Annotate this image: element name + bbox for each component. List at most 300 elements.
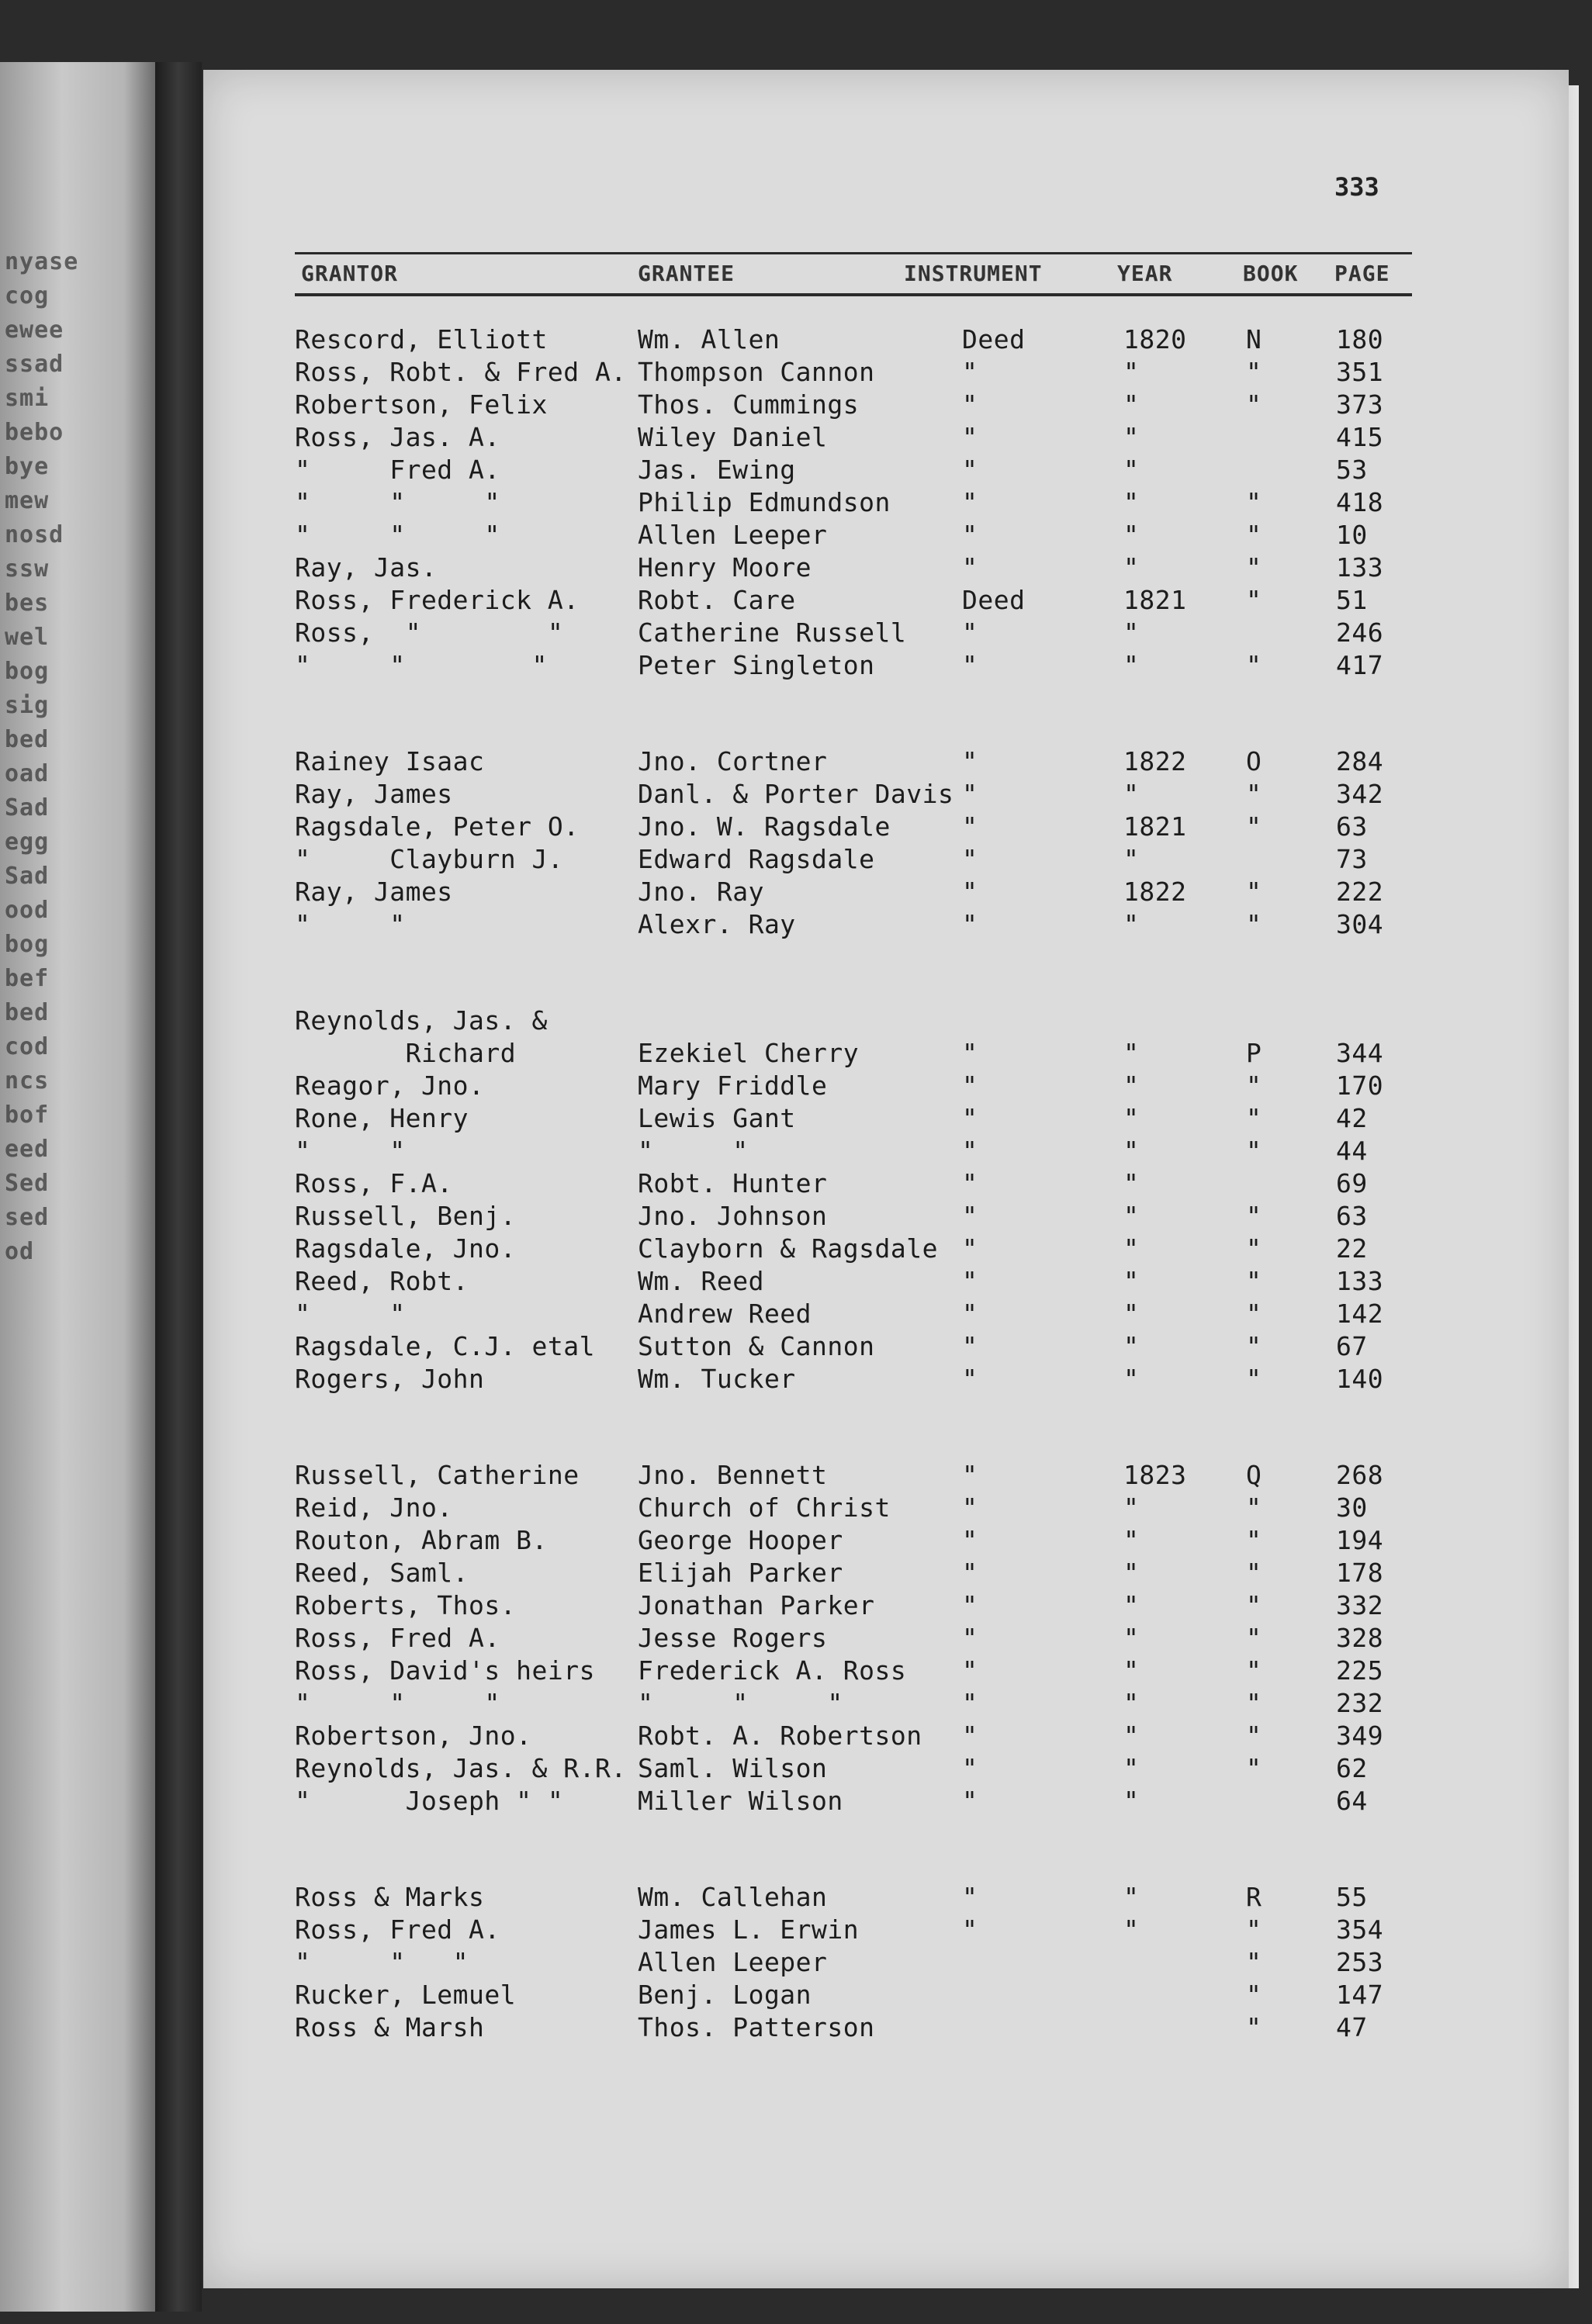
table-row [0, 1299, 1592, 1330]
cell-grantor: Ross, Jas. A. [295, 422, 500, 452]
cell-year: " [1123, 1266, 1140, 1296]
cell-year: " [1123, 1299, 1140, 1329]
cell-grantee: Allen Leeper [638, 1947, 828, 1977]
table-row [0, 1721, 1592, 1752]
cell-year: " [1123, 1753, 1140, 1783]
cell-page: 304 [1336, 909, 1384, 939]
cell-year: " [1123, 650, 1140, 680]
cell-year: 1822 [1123, 877, 1187, 907]
cell-book: " [1246, 1753, 1262, 1783]
cell-year: " [1123, 1070, 1140, 1101]
header-instrument: INSTRUMENT [904, 261, 1043, 286]
table-row [0, 324, 1592, 355]
cell-year: " [1123, 1525, 1140, 1555]
header-grantor: GRANTOR [301, 261, 399, 286]
cell-grantee: Sutton & Cannon [638, 1331, 875, 1361]
cell-instrument: " [962, 1558, 978, 1588]
cell-grantor: Reid, Jno. [295, 1492, 453, 1523]
cell-grantee: Robt. A. Robertson [638, 1721, 922, 1751]
cell-instrument: " [962, 552, 978, 583]
cell-year: " [1123, 1103, 1140, 1133]
cell-instrument: " [962, 1038, 978, 1068]
cell-page: 342 [1336, 779, 1384, 809]
cell-page: 178 [1336, 1558, 1384, 1588]
facing-page-text: bof [5, 1101, 50, 1129]
cell-grantor: " " [295, 1299, 406, 1329]
table-row [0, 389, 1592, 420]
cell-page: 42 [1336, 1103, 1368, 1133]
cell-instrument: " [962, 1233, 978, 1264]
cell-grantor: Ray, James [295, 779, 453, 809]
cell-page: 55 [1336, 1882, 1368, 1912]
cell-instrument: " [962, 1786, 978, 1816]
cell-year: " [1123, 844, 1140, 874]
table-row [0, 1947, 1592, 1978]
table-row [0, 1655, 1592, 1686]
table-row [0, 779, 1592, 810]
cell-grantor: Rucker, Lemuel [295, 1980, 517, 2010]
cell-instrument: " [962, 1364, 978, 1394]
cell-page: 418 [1336, 487, 1384, 517]
facing-page-text: cog [5, 282, 50, 310]
table-row [0, 1201, 1592, 1232]
table-row [0, 1492, 1592, 1523]
table-row [0, 552, 1592, 583]
table-row [0, 422, 1592, 453]
cell-grantee: Wm. Reed [638, 1266, 764, 1296]
facing-page-text: bebo [5, 419, 64, 446]
cell-grantee: Ezekiel Cherry [638, 1038, 860, 1068]
cell-grantee: Jno. Cortner [638, 746, 828, 776]
cell-page: 10 [1336, 520, 1368, 550]
table-row [0, 2012, 1592, 2043]
table-row [0, 1460, 1592, 1491]
cell-instrument: " [962, 844, 978, 874]
cell-instrument: " [962, 487, 978, 517]
facing-page-text: bye [5, 453, 50, 480]
cell-page: 62 [1336, 1753, 1368, 1783]
cell-grantor: Rescord, Elliott [295, 324, 548, 354]
cell-grantee: " " " [638, 1688, 843, 1718]
cell-grantee: Jas. Ewing [638, 455, 796, 485]
cell-instrument: " [962, 1460, 978, 1490]
cell-page: 344 [1336, 1038, 1384, 1068]
cell-grantor: Ray, Jas. [295, 552, 438, 583]
cell-grantor: Roberts, Thos. [295, 1590, 517, 1620]
cell-year: " [1123, 1233, 1140, 1264]
facing-page-text: ood [5, 897, 50, 924]
cell-book: " [1246, 1492, 1262, 1523]
cell-instrument: " [962, 1299, 978, 1329]
cell-instrument: " [962, 1590, 978, 1620]
cell-instrument: " [962, 1753, 978, 1783]
cell-grantor: Rainey Isaac [295, 746, 485, 776]
cell-grantee: Wm. Callehan [638, 1882, 828, 1912]
facing-page-text: od [5, 1238, 35, 1265]
cell-grantor: Ragsdale, Peter O. [295, 811, 580, 842]
cell-grantor: " " " [295, 487, 500, 517]
cell-year: " [1123, 1136, 1140, 1166]
cell-page: 44 [1336, 1136, 1368, 1166]
table-row [0, 1233, 1592, 1264]
cell-year: " [1123, 1623, 1140, 1653]
cell-page: 67 [1336, 1331, 1368, 1361]
cell-instrument: " [962, 1070, 978, 1101]
cell-year: " [1123, 389, 1140, 420]
cell-page: 140 [1336, 1364, 1384, 1394]
cell-page: 142 [1336, 1299, 1384, 1329]
cell-page: 253 [1336, 1947, 1384, 1977]
cell-book: " [1246, 1655, 1262, 1686]
table-row [0, 1103, 1592, 1134]
cell-book: " [1246, 552, 1262, 583]
table-row [0, 1882, 1592, 1913]
header-page: PAGE [1334, 261, 1390, 286]
table-row [0, 1914, 1592, 1945]
cell-book: " [1246, 1266, 1262, 1296]
cell-page: 417 [1336, 650, 1384, 680]
cell-book: " [1246, 1233, 1262, 1264]
cell-grantee: Frederick A. Ross [638, 1655, 907, 1686]
facing-page-text: ssw [5, 555, 50, 583]
cell-grantee: Henry Moore [638, 552, 812, 583]
cell-grantor: Reynolds, Jas. & [295, 1005, 548, 1036]
cell-book: " [1246, 487, 1262, 517]
facing-page-text: bes [5, 590, 50, 617]
table-row [0, 487, 1592, 518]
cell-book: " [1246, 1590, 1262, 1620]
facing-page-text: Sad [5, 863, 50, 890]
table-row [0, 1980, 1592, 2011]
cell-grantor: " " [295, 1136, 406, 1166]
cell-grantor: " " [295, 909, 406, 939]
cell-instrument: " [962, 1914, 978, 1945]
cell-book: " [1246, 520, 1262, 550]
facing-page-text: bef [5, 965, 50, 992]
cell-grantee: Allen Leeper [638, 520, 828, 550]
cell-year: " [1123, 520, 1140, 550]
table-row [0, 585, 1592, 616]
cell-page: 232 [1336, 1688, 1384, 1718]
cell-instrument: " [962, 520, 978, 550]
cell-grantee: Mary Friddle [638, 1070, 828, 1101]
cell-book: " [1246, 1136, 1262, 1166]
cell-page: 69 [1336, 1168, 1368, 1198]
cell-instrument: " [962, 779, 978, 809]
table-row [0, 1168, 1592, 1199]
table-row [0, 1623, 1592, 1654]
cell-book: Q [1246, 1460, 1262, 1490]
cell-page: 133 [1336, 1266, 1384, 1296]
cell-grantor: Rone, Henry [295, 1103, 469, 1133]
cell-grantor: Reynolds, Jas. & R.R. [295, 1753, 627, 1783]
cell-grantee: Miller Wilson [638, 1786, 843, 1816]
cell-grantor: " " " [295, 650, 548, 680]
table-row [0, 1753, 1592, 1784]
cell-year: " [1123, 1786, 1140, 1816]
table-row [0, 617, 1592, 648]
cell-instrument: " [962, 422, 978, 452]
table-row [0, 1590, 1592, 1621]
table-row [0, 811, 1592, 842]
cell-grantee: Thos. Patterson [638, 2012, 875, 2042]
facing-page-text: smi [5, 385, 50, 412]
cell-year: " [1123, 1655, 1140, 1686]
table-row [0, 1038, 1592, 1069]
cell-grantor: " " " [295, 1688, 500, 1718]
cell-book: " [1246, 1980, 1262, 2010]
facing-page-text: oad [5, 760, 50, 787]
cell-instrument: " [962, 1882, 978, 1912]
cell-page: 222 [1336, 877, 1384, 907]
cell-book: " [1246, 1947, 1262, 1977]
cell-instrument: " [962, 1103, 978, 1133]
cell-year: " [1123, 1331, 1140, 1361]
facing-page-text: ncs [5, 1067, 50, 1095]
cell-year: " [1123, 1882, 1140, 1912]
cell-book: " [1246, 1364, 1262, 1394]
cell-grantor: Ross, F.A. [295, 1168, 453, 1198]
facing-page-text: bog [5, 931, 50, 958]
facing-page-text: mew [5, 487, 50, 514]
cell-book: " [1246, 650, 1262, 680]
cell-year: " [1123, 617, 1140, 648]
cell-grantor: " Joseph " " [295, 1786, 564, 1816]
cell-instrument: " [962, 1525, 978, 1555]
facing-page-text: nyase [5, 248, 79, 275]
cell-book: " [1246, 357, 1262, 387]
cell-grantor: Ross, David's heirs [295, 1655, 595, 1686]
cell-page: 246 [1336, 617, 1384, 648]
cell-grantee: Lewis Gant [638, 1103, 796, 1133]
facing-page-text: eed [5, 1136, 50, 1163]
facing-page-text: ssad [5, 351, 64, 378]
cell-instrument: " [962, 617, 978, 648]
cell-grantee: Church of Christ [638, 1492, 891, 1523]
cell-year: " [1123, 1364, 1140, 1394]
table-row [0, 1136, 1592, 1167]
facing-page-text: egg [5, 828, 50, 856]
cell-page: 225 [1336, 1655, 1384, 1686]
cell-grantee: Jno. Ray [638, 877, 764, 907]
cell-book: " [1246, 1070, 1262, 1101]
cell-page: 53 [1336, 455, 1368, 485]
cell-book: P [1246, 1038, 1262, 1068]
cell-book: R [1246, 1882, 1262, 1912]
cell-year: " [1123, 1201, 1140, 1231]
cell-year: " [1123, 1721, 1140, 1751]
cell-grantee: Philip Edmundson [638, 487, 891, 517]
cell-instrument: " [962, 357, 978, 387]
cell-grantee: Clayborn & Ragsdale [638, 1233, 938, 1264]
cell-instrument: " [962, 455, 978, 485]
table-header [295, 252, 1412, 296]
cell-year: " [1123, 1558, 1140, 1588]
cell-book: " [1246, 1201, 1262, 1231]
cell-grantor: Ray, James [295, 877, 453, 907]
cell-book: O [1246, 746, 1262, 776]
cell-year: " [1123, 552, 1140, 583]
cell-grantee: Benj. Logan [638, 1980, 812, 2010]
facing-page-text: Sed [5, 1170, 50, 1197]
table-row [0, 1070, 1592, 1101]
cell-grantor: Richard [295, 1038, 517, 1068]
cell-page: 133 [1336, 552, 1384, 583]
cell-grantee: Thos. Cummings [638, 389, 860, 420]
cell-year: " [1123, 1914, 1140, 1945]
table-row [0, 455, 1592, 486]
cell-instrument: Deed [962, 585, 1026, 615]
facing-page-text: sed [5, 1204, 50, 1231]
cell-year: " [1123, 779, 1140, 809]
table-row [0, 1786, 1592, 1817]
cell-grantee: George Hooper [638, 1525, 843, 1555]
cell-book: " [1246, 877, 1262, 907]
cell-page: 47 [1336, 2012, 1368, 2042]
cell-instrument: " [962, 1136, 978, 1166]
cell-grantee: Alexr. Ray [638, 909, 796, 939]
cell-instrument: " [962, 650, 978, 680]
cell-instrument: " [962, 746, 978, 776]
cell-page: 373 [1336, 389, 1384, 420]
cell-grantee: Peter Singleton [638, 650, 875, 680]
cell-instrument: " [962, 1655, 978, 1686]
cell-page: 170 [1336, 1070, 1384, 1101]
cell-grantee: Thompson Cannon [638, 357, 875, 387]
cell-grantee: Jonathan Parker [638, 1590, 875, 1620]
cell-instrument: " [962, 909, 978, 939]
cell-page: 180 [1336, 324, 1384, 354]
cell-grantee: Jesse Rogers [638, 1623, 828, 1653]
cell-book: " [1246, 585, 1262, 615]
cell-grantor: Ross, Frederick A. [295, 585, 580, 615]
cell-grantor: Ross, " " [295, 617, 564, 648]
cell-instrument: " [962, 877, 978, 907]
cell-grantor: Russell, Catherine [295, 1460, 580, 1490]
cell-year: 1823 [1123, 1460, 1187, 1490]
cell-book: " [1246, 1299, 1262, 1329]
cell-grantor: Ross, Fred A. [295, 1623, 500, 1653]
cell-grantor: " Clayburn J. [295, 844, 564, 874]
cell-grantor: Robertson, Felix [295, 389, 548, 420]
cell-grantee: Wm. Tucker [638, 1364, 796, 1394]
table-row [0, 746, 1592, 777]
cell-page: 351 [1336, 357, 1384, 387]
cell-instrument: " [962, 1492, 978, 1523]
cell-page: 415 [1336, 422, 1384, 452]
cell-year: " [1123, 422, 1140, 452]
cell-page: 194 [1336, 1525, 1384, 1555]
cell-book: " [1246, 1623, 1262, 1653]
cell-instrument: " [962, 389, 978, 420]
cell-book: " [1246, 1103, 1262, 1133]
cell-grantor: " " " [295, 520, 500, 550]
cell-instrument: " [962, 1688, 978, 1718]
cell-book: N [1246, 324, 1262, 354]
cell-grantee: Jno. Bennett [638, 1460, 828, 1490]
cell-page: 268 [1336, 1460, 1384, 1490]
cell-book: " [1246, 811, 1262, 842]
cell-year: " [1123, 357, 1140, 387]
cell-grantor: Reed, Saml. [295, 1558, 469, 1588]
cell-page: 349 [1336, 1721, 1384, 1751]
cell-page: 22 [1336, 1233, 1368, 1264]
table-row [0, 909, 1592, 940]
facing-page-text: nosd [5, 521, 64, 548]
table-row [0, 1005, 1592, 1036]
cell-book: " [1246, 909, 1262, 939]
cell-instrument: " [962, 1266, 978, 1296]
table-row [0, 1525, 1592, 1556]
cell-page: 64 [1336, 1786, 1368, 1816]
facing-page-text: bed [5, 999, 50, 1026]
facing-page-text: bog [5, 658, 50, 685]
cell-page: 73 [1336, 844, 1368, 874]
cell-grantee: Jno. Johnson [638, 1201, 828, 1231]
cell-instrument: " [962, 811, 978, 842]
table-row [0, 357, 1592, 388]
cell-grantee: Wiley Daniel [638, 422, 828, 452]
cell-grantee: Robt. Hunter [638, 1168, 828, 1198]
table-row [0, 520, 1592, 551]
cell-page: 284 [1336, 746, 1384, 776]
cell-page: 63 [1336, 1201, 1368, 1231]
cell-page: 30 [1336, 1492, 1368, 1523]
cell-instrument: " [962, 1201, 978, 1231]
cell-book: " [1246, 2012, 1262, 2042]
cell-grantor: Ragsdale, C.J. etal [295, 1331, 595, 1361]
cell-instrument: " [962, 1623, 978, 1653]
cell-instrument: " [962, 1168, 978, 1198]
cell-book: " [1246, 1914, 1262, 1945]
cell-book: " [1246, 779, 1262, 809]
cell-year: 1820 [1123, 324, 1187, 354]
cell-year: " [1123, 1492, 1140, 1523]
facing-page-text: ewee [5, 316, 64, 344]
header-book: BOOK [1243, 261, 1299, 286]
table-row [0, 844, 1592, 875]
table-row [0, 1364, 1592, 1395]
cell-grantor: " " " [295, 1947, 469, 1977]
cell-book: " [1246, 1688, 1262, 1718]
cell-grantee: Saml. Wilson [638, 1753, 828, 1783]
table-row [0, 1331, 1592, 1362]
cell-grantee: Catherine Russell [638, 617, 907, 648]
cell-book: " [1246, 1331, 1262, 1361]
cell-page: 354 [1336, 1914, 1384, 1945]
cell-book: " [1246, 389, 1262, 420]
cell-grantor: Ross & Marks [295, 1882, 485, 1912]
cell-grantee: James L. Erwin [638, 1914, 860, 1945]
cell-grantee: Wm. Allen [638, 324, 780, 354]
cell-grantee: Robt. Care [638, 585, 796, 615]
cell-grantor: Ross & Marsh [295, 2012, 485, 2042]
cell-year: " [1123, 1168, 1140, 1198]
cell-year: " [1123, 909, 1140, 939]
cell-grantor: " Fred A. [295, 455, 500, 485]
cell-grantor: Routon, Abram B. [295, 1525, 548, 1555]
cell-grantee: Jno. W. Ragsdale [638, 811, 891, 842]
cell-grantor: Russell, Benj. [295, 1201, 517, 1231]
cell-grantee: Edward Ragsdale [638, 844, 875, 874]
cell-grantor: Rogers, John [295, 1364, 485, 1394]
table-row [0, 650, 1592, 681]
cell-page: 328 [1336, 1623, 1384, 1653]
cell-grantor: Reagor, Jno. [295, 1070, 485, 1101]
header-year: YEAR [1117, 261, 1173, 286]
cell-grantor: Ross, Robt. & Fred A. [295, 357, 627, 387]
cell-instrument: " [962, 1721, 978, 1751]
